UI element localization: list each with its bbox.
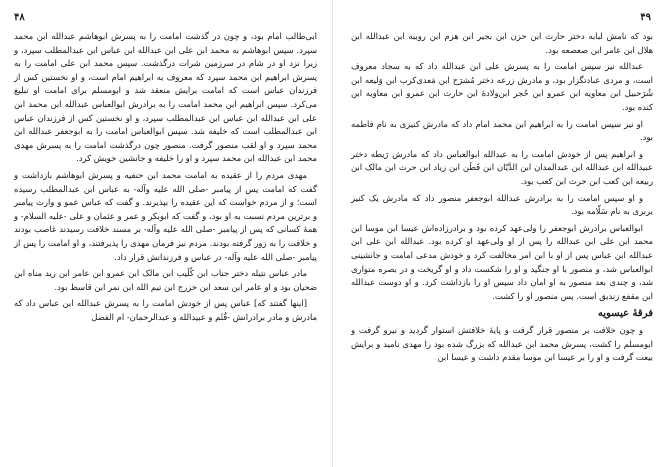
page-number: ۴۸	[14, 12, 25, 23]
paragraph: عبدالله نیز سپس امامت را به پسرش علی ابن عبدالله داد که به سجاد معروف است، و مردی عبادتگزار بود، و مادرش زرعه دختر مُشرَح ابن مَعدی‌کرب ابن وَلیعه ابن شُرَحبیل ابن معاویه ابن عمرو ابن حُجر ابن‌ولادۀ ابن حارث ابن عمرو ابن معاویه ابن کنده بود.	[351, 61, 653, 112]
right-page	[333, 0, 665, 467]
section-heading: فرقۀ عیسویه	[597, 308, 653, 320]
paragraph: او نیز سپس امامت را به ابراهیم ابن محمد امام داد که مادرش کنیزی به نام فاطمه بود.	[351, 118, 653, 143]
paragraph: بود که نامش لبابه دختر حارث ابن حزن ابن بجیر ابن هزم ابن رویبه ابن عبدالله ابن هلال ابن عامر ابن صعصعه بود.	[351, 31, 653, 55]
paragraph: ابی‌طالب امام بود، و چون در گذشت امامت را به پسرش ابوهاشم عبدالله ابن محمد سپرد. سپس ابوهاشم به محمد ابن علی ابن عبدالله ابن عباس ابن عبدالمطلب سپرد، و زیرا نزد او در شام در سرزمین شرات درگذشت. سپس محمد ابن علی امامت را به پسرش ابراهیم ابن محمد سپرد که معروف به ابراهیم امام است، و او نخستین کس از فرزندان عباس است که امامت برایش منعقد شد و ابومسلم برای امامت او تبلیغ می‌کرد. سپس ابراهیم ابن محمد امامت را به برادرش ابوالعباس عبدالله ابن محمد ابن علی ابن عبدالله ابن عباس ابن عبدالمطلب سپرد، و او نخستین کس از فرزندان عباس ابن عبدالمطلب است که خلیفه شد. سپس ابوالعباس امامت را به ابوجعفر عبدالله ابن محمد سپرد و او لقب منصور گرفت. منصور چون درگذشت امامت را به پسرش مهدی محمد ابن عبدالله ابن محمد سپرد و او را خلیفه و جانشین خویش کرد.	[14, 31, 317, 164]
paragraph: [اینها گفتند که] عباس پس از خودش امامت را به پسرش عبدالله ابن عباس داد که مادرش و مادر برادرانش -قُثَم و عبیدالله و عبدالرحمان- ام الفضل	[14, 298, 317, 322]
paragraph: مادر عباس نتیله دختر جناب ابن کُلَیب ابن مالک ابن عمرو ابن عامر ابن زید مناه ابن ضحیان بود و او عامر ابن سعد ابن خزرج ابن تیم الله ابن نمر ابن قاسط بود.	[14, 268, 317, 292]
paragraph: مهدی مردم را از عقیده به امامت محمد ابن حنفیه و پسرش ابوهاشم بازداشت و گفت که امامت پس از پیامبر -صلی الله علیه وآله- به عباس ابن عبدالمطلب رسیده است؛ و از مردم خواست که این عقیده را بپذیرند. و گفت که عباس عمو و وارث پیامبر و برترین مردم نسبت به او بود، و گفت که ابوبکر و عمر و عثمان و علی -علیه السلام- و همۀ کسانی که پس از پیامبر -صلی الله علیه وآله- بر مسند خلافت رسیدند غاصب بودند و خلافت را به زور گرفته بودند. مردم نیز فرمان مهدی را پذیرفتند، و او امامت را پس از پیامبر -صلی الله علیه وآله- در عباس و فرزندانش قرار داد.	[14, 169, 317, 262]
paragraph: ابوالعباس برادرش ابوجعفر را ولی‌عهد کرده بود و برادرزاده‌اش عیسا ابن موسا ابن محمد ابن علی ابن عبدالله را پس از او ولی‌عهد او کرده بود. عبدالله ابن علی ابن عبدالله ابن عباس پس از او با ابن امر مخالفت کرد و خودش مدعی امامت و جانشینی ابوالعباس شد، و منصور با او جنگید و او را شکست داد و او گریخت و در بصره متواری شد، و چندی بعد منصور به او امان داد سپس او را بازداشت کرد. و او دوست عبدالله ابن مقفع زندیق است. پس منصور او را کشت.	[351, 222, 653, 301]
paragraph: و ابراهیم پس از خودش امامت را به عبدالله ابوالعباس داد که مادرش رَیطه دختر عبیدالله ابن عبدالله ابن عبدالمدان ابن الدَّیّان ابن قَطَن ابن زیاد ابن حرث ابن مالک ابن ربیعه ابن کعب ابن حرث ابن کعب بود.	[351, 148, 653, 186]
page-text	[14, 30, 317, 324]
paragraph: و او سپس امامت را به برادرش عبدالله ابوجعفر منصور داد که مادرش یک کنیز بربری به نام سَلّامه بود.	[351, 192, 653, 217]
page-text	[351, 30, 653, 365]
page-number: ۴۹	[640, 12, 651, 23]
paragraph: و چون خلافت بر منصور قرار گرفت و پایۀ خلافتش استوار گردید و نیرو گرفت و ابومسلم را کشت، پسرش محمد ابن عبدالله که بزرگ شده بود را مهدی نامید و برایش بیعت گرفت و او را بر عیسا ابن موسا مقدم داشت و عیسا ابن	[351, 325, 653, 363]
